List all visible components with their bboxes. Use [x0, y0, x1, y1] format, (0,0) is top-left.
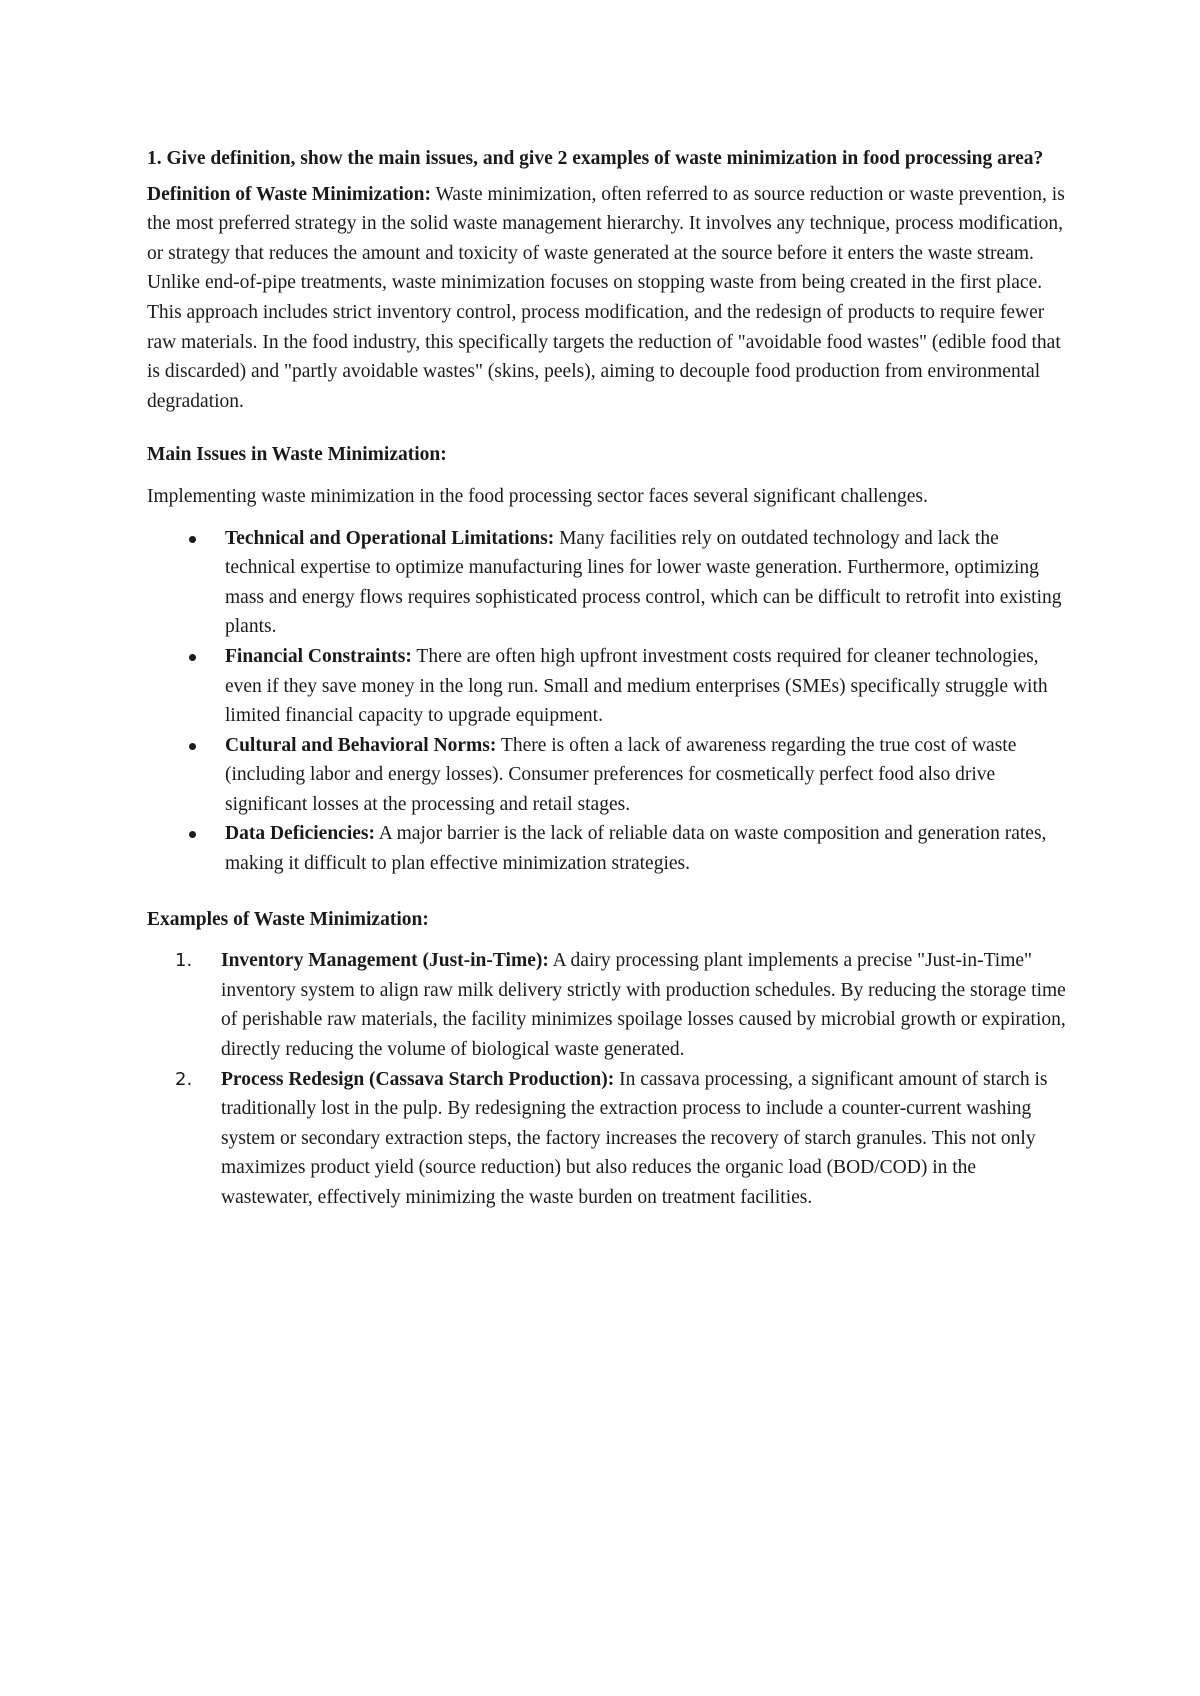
definition-text: Waste minimization, often referred to as source reduction or waste prevention, is the most preferred strategy in the solid waste management hierarchy. It involves any technique, process modification, or strategy that reduces the amount and toxicity of waste generated at the source before it enters the waste stream. Unlike end-of-pipe treatments, waste minimization focuses on stopping waste from being created in the first place. This approach includes strict inventory control, process modification, and the redesign of products to require fewer raw materials. In the food industry, this specifically targets the reduction of "avoidable food wastes" (edible food that is discarded) and "partly avoidable wastes" (skins, peels), aiming to decouple food production from environmental degradation.: [147, 183, 1065, 412]
example-label: Process Redesign (Cassava Starch Production):: [221, 1068, 615, 1090]
issue-item: [147, 642, 1067, 731]
bullet-icon: [189, 536, 196, 543]
definition-paragraph: [147, 180, 1067, 417]
issue-label: Technical and Operational Limitations:: [225, 527, 555, 549]
example-number: 1.: [175, 950, 193, 972]
example-number: 2.: [175, 1068, 193, 1090]
issue-text: A major barrier is the lack of reliable data on waste composition and generation rates, making it difficult to plan effective minimization strategies.: [225, 823, 1047, 875]
bullet-icon: [189, 654, 196, 661]
issue-text: There are often high upfront investment costs required for cleaner technologies, even if they save money in the long run. Small and medium enterprises (SMEs) specifically struggle with limited financial capacity to upgrade equipment.: [225, 645, 1048, 727]
question-heading: 1. Give definition, show the main issues, and give 2 examples of waste minimization in food processing area?: [147, 148, 1044, 169]
examples-list: [147, 946, 1067, 1212]
example-text: In cassava processing, a significant amount of starch is traditionally lost in the pulp. By redesigning the extraction process to include a counter-current washing system or secondary extraction steps, the factory increases the recovery of starch granules. This not only maximizes product yield (source reduction) but also reduces the organic load (BOD/COD) in the wastewater, effectively minimizing the waste burden on treatment facilities.: [221, 1068, 1048, 1208]
issues-list: [147, 524, 1067, 879]
issue-label: Data Deficiencies:: [225, 823, 375, 845]
issue-label: Financial Constraints:: [225, 645, 412, 667]
bullet-icon: [189, 831, 196, 838]
issue-item: [147, 819, 1067, 878]
example-label: Inventory Management (Just-in-Time):: [221, 950, 549, 972]
examples-heading: Examples of Waste Minimization:: [147, 908, 429, 930]
issue-text: There is often a lack of awareness regarding the true cost of waste (including labor and energy losses). Consumer preferences for cosmetically perfect food also drive significant losses at the processing and retail stages.: [225, 734, 1017, 815]
issues-heading: Main Issues in Waste Minimization:: [147, 444, 447, 466]
issue-label: Cultural and Behavioral Norms:: [225, 734, 497, 756]
bullet-icon: [189, 743, 196, 750]
document-page: [147, 144, 1067, 1213]
issue-text: Many facilities rely on outdated technology and lack the technical expertise to optimize manufacturing lines for lower waste generation. Furthermore, optimizing mass and energy flows requires sophisticated process control, which can be difficult to retrofit into existing plants.: [225, 527, 1062, 638]
example-text: A dairy processing plant implements a precise "Just-in-Time" inventory system to align raw milk delivery strictly with production schedules. By reducing the storage time of perishable raw materials, the facility minimizes spoilage losses caused by microbial growth or expiration, directly reducing the volume of biological waste generated.: [221, 950, 1066, 1061]
example-item: [147, 1065, 1067, 1213]
example-item: [147, 946, 1067, 1064]
definition-label: Definition of Waste Minimization:: [147, 183, 431, 205]
issue-item: [147, 731, 1067, 820]
issues-intro: Implementing waste minimization in the food processing sector faces several significant challenges.: [147, 485, 928, 507]
issue-item: [147, 524, 1067, 642]
